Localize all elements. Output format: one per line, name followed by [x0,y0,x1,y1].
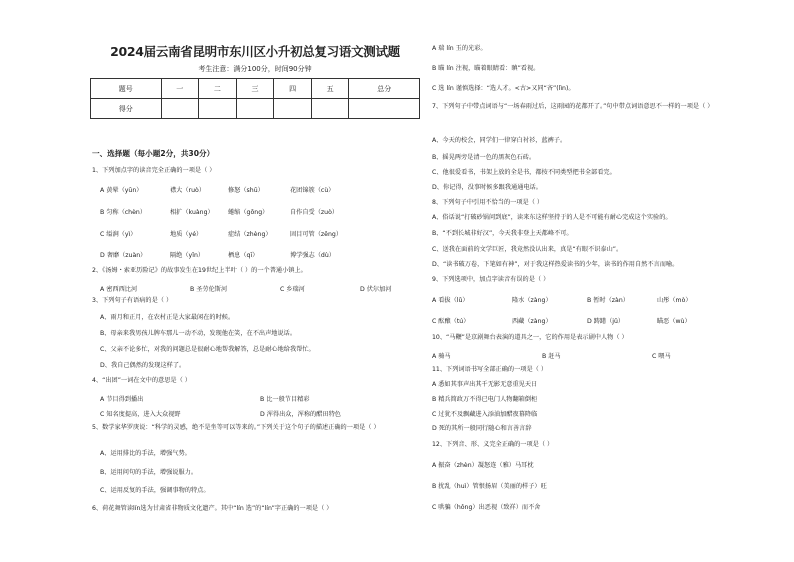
option-b: B 圣劳伦斯河 [190,286,228,293]
score-cell [274,99,312,119]
q8-option-d: D、“读书破万卷，下笔如有神”，对于我这样热爱读书的少年，读书的作用自然不言而喻。 [432,261,679,268]
question-12: 12、下列音、形、义完全正确的一项是（ ） [432,441,554,448]
option-part: C 缢涧（yì） [100,231,137,238]
option-part: 隆水（zàng） [512,297,552,304]
question-1: 1、下列加点字的读音完全正确的一项是（ ） [92,167,216,174]
score-cell: 题号 [91,79,162,99]
option-part: 隔绝（yǐn） [170,252,205,259]
option-d: D 伏尔加河 [360,286,392,293]
question-6: 6、荷花舞管读lín选为甘肃省非物质文化遗产。其中“lín 选”的“lín”字正确的一项是（ ） [92,505,333,512]
option-part: 蜷缩（gōng） [228,209,269,216]
q12-option-a: A 振奋（zhèn）凝怒连（雅）马耳枕 [432,462,534,469]
option-part: 襟大（ruò） [170,187,206,194]
q5-option-a: A、运用排比的手法，增强气势。 [100,450,191,457]
score-cell: 四 [274,79,312,99]
q5-option-c: C、运用反复的手法，强调事物的特点。 [100,487,210,494]
q3-option-c: C、父亲不论多忙，对我的问题总是很耐心地帮我解答，总是耐心地给我帮忙。 [100,346,315,353]
option-part: B 暂时（zàn） [587,297,629,304]
paper-title: 2024届云南省昆明市东川区小升初总复习语文测试题 [110,44,400,59]
option-part: A 黄晕（yūn） [100,187,143,194]
option-part: 西藏（zàng） [512,318,552,325]
option-part: C 酝酿（tú） [432,318,470,325]
q3-option-a: A、雨月和正月，在农村正是大家最闲在的时候。 [100,314,235,321]
score-cell [161,99,199,119]
exam-note: 考生注意：满分100分，时间90分钟 [198,65,312,73]
option-part: D 奢靡（zuàn） [100,252,147,259]
q8-option-b: B、“不到长城非好汉”，今天我非登上天都峰不可。 [432,230,573,237]
score-cell [311,99,349,119]
score-cell [349,99,420,119]
q12-option-b: B 扰乱（huì）管恨扬眉（美丽的样子）旺 [432,483,547,490]
score-table-header-row [91,79,420,99]
option-part: 固目可管（zēng） [290,231,343,238]
option-part: 栖息（qī） [228,252,259,259]
q11-option-a: A 悉如其事声出其千无影无意重见天日 [432,381,538,388]
option-part: 修怒（shū） [228,187,264,194]
option-part: D 踌躇（jǔ） [587,318,625,325]
option-part: 相扩（kuàng） [170,209,214,216]
option-part: 地质（yé） [170,231,203,238]
option-b: B 比一般节目精彩 [260,396,310,403]
question-11: 11、下列词语书写全部正确的一项是（ ） [432,366,548,373]
option-part: 山彤（mò） [657,297,692,304]
score-cell: 三 [236,79,274,99]
score-cell: 一 [161,79,199,99]
option-part: 症结（zhèng） [228,231,272,238]
q11-option-b: B 精兵简政万不得已电门人物翻箱倒柜 [432,396,538,403]
score-cell: 五 [311,79,349,99]
option-d: D 浑得出众，浑称的醋田特色 [260,411,341,418]
q3-option-b: B、母亲来我男孩儿牌车那儿一动不动，发现他在笑，在不出声地说话。 [100,330,297,337]
option-c: C 乡瑞河 [280,286,305,293]
option-a: A 密西西比河 [100,286,138,293]
question-8: 8、下列句子中引用不恰当的一项是（ ） [432,199,544,206]
q6-option-a: A 瑞 lín 玉的光彩。 [432,45,487,52]
score-cell [236,99,274,119]
q12-option-c: C 哄骗（hǒng）出恶视（致祥）而不舍 [432,504,541,511]
q3-option-d: D、我自己偶然的发现这样了。 [100,362,186,369]
question-3: 3、下列句子有语病的是（ ） [92,297,173,304]
q8-option-c: C、送我在面前的文学巨匠，我竟然没认出来，真是“有眼不识泰山”。 [432,246,623,253]
section-heading: 一、选择题（每小题2分，共30分） [92,149,215,158]
q5-option-b: B、运用问句的手法，增强说服力。 [100,469,198,476]
option-c: C 知名度提高，进入大众视野 [100,411,181,418]
option-part: 瞄恶（wù） [657,318,691,325]
option-part: B 匀称（chèn） [100,209,147,216]
q7-option-c: C、他很爱看书，书架上放的全是书，都按不同类型把书全部看完。 [432,169,616,176]
score-cell [199,99,237,119]
q7-option-a: A、今天的校会，同学们一律穿白衬衫，蓝裤子。 [432,137,567,144]
question-5: 5、数学家华罗庚说：“科学的灵感，绝不是坐等可以等来的。”下列关于这个句子的描述正确的一项是（ ） [92,424,380,431]
question-10: 10、“马鞭”是京剧舞台表演的道具之一，它的作用是表示剧中人物（ ） [432,334,628,341]
q8-option-a: A、俗话说“打破砂锅问到底”，读来东这样坚持于的人是不可能有耐心完成这个实验的。 [432,214,672,221]
option-part: A 看拔（lǔ） [432,297,469,304]
q6-option-b: B 瞄 lín 注视，瞄着眼睛看：瞋”看视。 [432,65,540,72]
score-cell: 得分 [91,99,162,119]
option-part: 博学强志（dù） [290,252,335,259]
q7-option-b: B、摇晃两旁是清一色的黑灰色石砖。 [432,154,536,161]
question-7: 7、下列句子中带点词语与“一场春雨过后，这雨园的花都开了。”句中带点词语意思不一样的一项是（ ） [432,103,714,110]
question-9: 9、下列选项中，加点字读音有误的是（ ） [432,276,550,283]
q11-option-c: C 过犹不及飘藏进入添油加醋夜幕降临 [432,411,538,418]
option-a: A 骑马 [432,353,451,360]
option-b: B 赶马 [542,353,561,360]
q6-option-c: C 选 lín 谨慎选择：“选人才。<古>又同“吝”(lìn)。 [432,85,575,92]
question-4: 4、“出团”一词在文中的意思是（ ） [92,377,191,384]
option-c: C 喂马 [652,353,671,360]
score-table-score-row [91,99,420,119]
q7-option-d: D、你记得，没事时候多跟我通通电话。 [432,184,542,191]
score-table [90,78,420,119]
option-part: 花团锦簇（cù） [290,187,335,194]
score-cell: 总分 [349,79,420,99]
question-2: 2、《汤姆・索亚历险记》的故事发生在19世纪上半叶（ ）的一个普通小镇上。 [92,267,307,274]
option-part: 自作自受（zuò） [290,209,339,216]
option-a: A 节目得到播出 [100,396,144,403]
score-cell: 二 [199,79,237,99]
q11-option-d: D 死的其所一般同行随心和言善言辞 [432,425,532,432]
